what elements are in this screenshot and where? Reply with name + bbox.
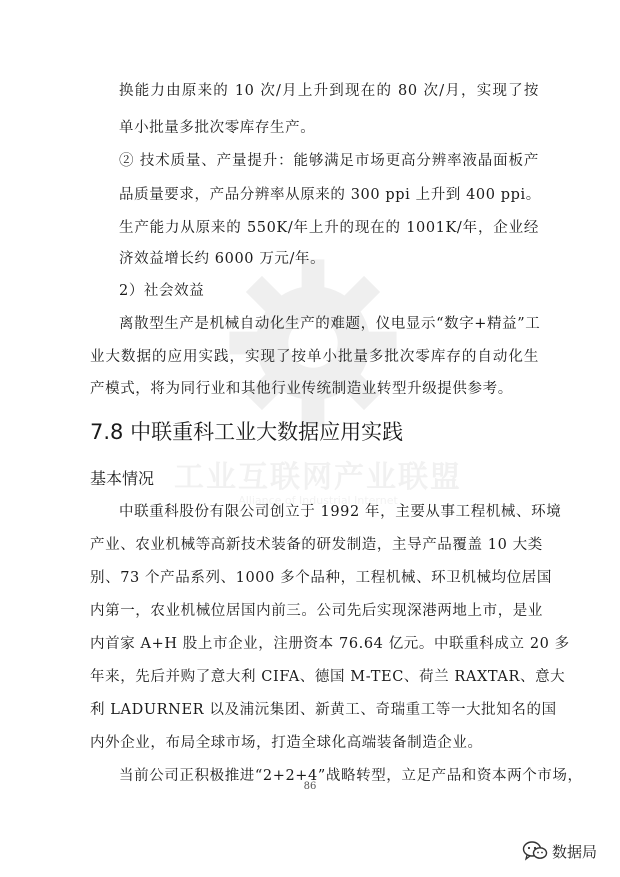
paragraph-line: 中联重科股份有限公司创立于 1992 年，主要从事工程机械、环境 (119, 504, 562, 520)
paragraph-line: 单小批量多批次零库存生产。 (119, 120, 316, 136)
wechat-icon (522, 840, 548, 862)
paragraph-line: 当前公司正积极推进“2+2+4”战略转型，立足产品和资本两个市场， (119, 768, 583, 784)
brand-badge (522, 840, 597, 862)
paragraph-line: 换能力由原来的 10 次/月上升到现在的 80 次/月，实现了按 (119, 83, 539, 99)
paragraph-line: 产模式，将为同行业和其他行业传统制造业转型升级提供参考。 (90, 381, 513, 397)
paragraph-line: 内外企业，布局全球市场，打造全球化高端装备制造企业。 (90, 735, 483, 751)
watermark-gear-icon (218, 248, 408, 438)
paragraph-line: 内第一，农业机械位居国内前三。公司先后实现深港两地上市，是业 (90, 603, 543, 619)
paragraph-line: ② 技术质量、产量提升：能够满足市场更高分辨率液晶面板产 (119, 153, 539, 169)
paragraph-line: 品质量要求，产品分辨率从原来的 300 ppi 上升到 400 ppi。 (119, 187, 541, 203)
list-label: 2）社会效益 (119, 283, 205, 299)
paragraph-line: 年来，先后并购了意大利 CIFA、德国 M-TEC、荷兰 RAXTAR、意大 (90, 669, 566, 685)
paragraph-line: 内首家 A+H 股上市企业，注册资本 76.64 亿元。中联重科成立 20 多 (90, 636, 570, 652)
section-heading: 7.8 中联重科工业大数据应用实践 (90, 420, 404, 444)
paragraph-line: 别、73 个产品系列、1000 多个品种，工程机械、环卫机械均位居国 (90, 570, 552, 586)
sub-heading: 基本情况 (90, 469, 155, 488)
page-number: 86 (303, 781, 317, 792)
paragraph-line: 离散型生产是机械自动化生产的难题，仪电显示“数字+精益”工 (119, 316, 541, 332)
paragraph-line: 业大数据的应用实践，实现了按单小批量多批次零库存的自动化生 (90, 349, 539, 365)
paragraph-line: 产业、农业机械等高新技术装备的研发制造，主导产品覆盖 10 大类 (90, 537, 543, 553)
paragraph-line: 济效益增长约 6000 万元/年。 (119, 251, 326, 267)
paragraph-line: 生产能力从原来的 550K/年上升的现在的 1001K/年，企业经 (119, 220, 539, 236)
brand-name: 数据局 (552, 842, 598, 861)
paragraph-line: 利 LADURNER 以及浦沅集团、新黄工、奇瑞重工等一大批知名的国 (90, 702, 557, 718)
watermark-url: Alliance of Industrial Internet (238, 494, 398, 507)
watermark-title: 工业互联网产业联盟 (174, 460, 462, 495)
